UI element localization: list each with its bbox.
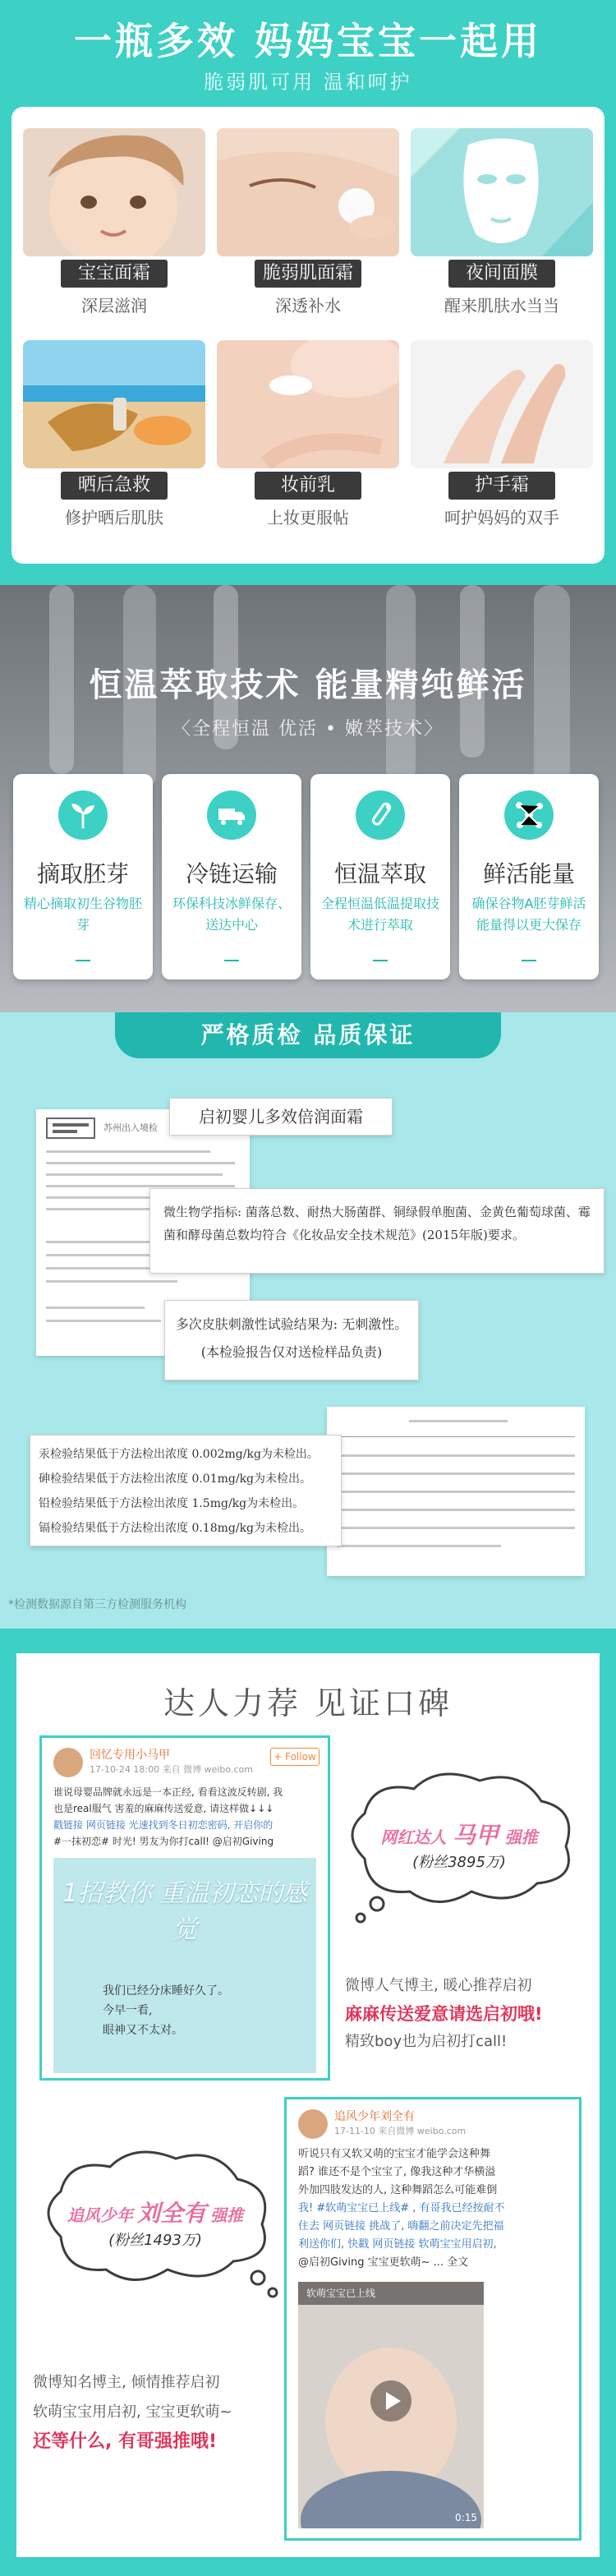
product-desc: 呵护妈妈的双手: [444, 508, 559, 528]
poster-line: 我们已经分床睡好久了。: [103, 1984, 229, 1998]
use-case-sensitive-cream: [217, 128, 399, 334]
heavy-metal-report-document: [327, 1407, 585, 1576]
follow-button[interactable]: + Follow: [270, 1748, 319, 1766]
product-desc: 深层滋润: [81, 296, 147, 316]
tech-card-cold-chain: [162, 774, 301, 979]
weibo-username[interactable]: 追风少年刘全有: [334, 2110, 415, 2123]
comment-highlight: 还等什么, 有哥强推哦!: [33, 2431, 218, 2452]
irritation-result: 多次皮肤刺激性试验结果为: 无刺激性。: [175, 1316, 408, 1332]
influencer-cloud-1: [332, 1760, 586, 1924]
poster-line: 眼神又不太对。: [103, 2024, 183, 2037]
doc-line: [46, 1320, 161, 1322]
use-case-after-sun: [23, 340, 205, 546]
influencer-title: 达人力荐 见证口碑: [163, 1685, 453, 1721]
test-tube-icon: [356, 790, 405, 840]
influencer-comment-2: [33, 2368, 279, 2457]
doc-line: [337, 1527, 575, 1529]
use-case-primer: [217, 340, 399, 546]
comment-line: 软萌宝宝用启初, 宝宝更软萌~: [33, 2403, 232, 2421]
comment-line: 精致boy也为启初打call!: [345, 2033, 508, 2050]
video-caption: 软萌宝宝已上线: [298, 2282, 484, 2305]
product-desc: 上妆更服帖: [267, 508, 349, 528]
doc-line: [46, 1280, 177, 1283]
doc-header: 苏州出入境检: [103, 1122, 158, 1133]
irritation-disclaimer: (本检验报告仅对送检样品负责): [200, 1344, 383, 1360]
heavy-metal-line: 铅检验结果低于方法检出浓度 1.5mg/kg为未检出。: [39, 1497, 305, 1510]
weibo-line: 蹈? 谁还不是个宝宝了, 像我这种才华横溢: [298, 2166, 496, 2178]
weibo-line: 外加四肢发达的人, 这种舞蹈怎么可能难倒: [298, 2184, 498, 2196]
weibo-body: [53, 1784, 324, 1850]
weibo-video[interactable]: [298, 2282, 484, 2528]
doc-line: [46, 1162, 235, 1164]
tech-card-desc: 确保谷物A胚芽鲜活能量得以更大保存: [471, 896, 586, 933]
face-mask-photo: [411, 128, 593, 256]
molecule-icon: [504, 790, 554, 840]
weibo-line: 听说只有又软又萌的宝宝才能学会这种舞: [298, 2148, 491, 2160]
video-duration: 0:15: [455, 2512, 477, 2523]
product-desc: 修护晒后肌肤: [65, 508, 163, 528]
doc-line: [337, 1436, 575, 1437]
weibo-line[interactable]: 住去 网页链接 挑战了, 嗨翻之前决定先把福: [298, 2220, 504, 2233]
callout-irritation: [164, 1300, 419, 1380]
weibo-line[interactable]: 我! #软萌宝宝已上线# , 有哥我已经按耐不: [298, 2202, 505, 2214]
weibo-body: [298, 2145, 574, 2272]
tech-card-title: 冷链运输: [185, 860, 278, 887]
poster-line: 今早一看,: [103, 2004, 153, 2017]
weibo-line: 谁说母婴品牌就永远是一本正经, 看看这波反转剧, 我: [53, 1786, 283, 1798]
weibo-username[interactable]: 回忆专用小马甲: [90, 1749, 170, 1762]
extraction-title: 恒温萃取技术 能量精纯鲜活: [89, 666, 527, 704]
cloud-title: 追风少年 刘全有 强推: [67, 2200, 244, 2227]
weibo-line: @启初Giving 宝宝更软萌~ ... 全文: [298, 2256, 469, 2269]
weibo-line: #一抹初恋# 时光! 男友为你打call! @启初Giving: [53, 1836, 274, 1847]
extraction-subtitle: 〈全程恒温 优活 • 嫩萃技术〉: [172, 719, 444, 740]
truck-icon: [207, 790, 256, 840]
weibo-line: 也是real服气 害羞的麻麻传送爱意, 请这样做↓↓↓: [53, 1803, 274, 1814]
divider: [373, 960, 388, 961]
divider: [76, 960, 90, 961]
use-case-hand-cream: [411, 340, 593, 546]
product-desc: 深透补水: [275, 296, 341, 316]
weibo-post-1[interactable]: [39, 1735, 330, 2081]
tech-card-title: 摘取胚芽: [36, 860, 129, 887]
play-icon[interactable]: [370, 2380, 411, 2422]
use-case-night-mask: [411, 128, 593, 334]
weibo-timestamp: 17-10-24 18:00 来自 微博 weibo.com: [90, 1764, 253, 1775]
product-grid: [11, 107, 605, 564]
influencer-cloud-2: [28, 2138, 283, 2302]
tech-card-desc: 全程恒温低温提取技术进行萃取: [320, 896, 439, 933]
callout-product-name: 启初婴儿多效倍润面霜: [169, 1098, 393, 1136]
avatar: [53, 1748, 83, 1777]
product-label: 护手霜: [448, 472, 555, 500]
weibo-line[interactable]: 利送你们, 快戳 网页链接 软萌宝宝用启初,: [298, 2238, 497, 2251]
doc-line: [337, 1545, 501, 1547]
tech-card-title: 鲜活能量: [482, 860, 575, 887]
sprout-icon: [58, 790, 108, 840]
doc-line: [46, 1150, 210, 1153]
doc-line: [46, 1185, 235, 1187]
poster-title: 1招教你 重温初恋的感觉: [62, 1879, 308, 1944]
quality-inspection-section: [0, 1012, 616, 1629]
cheek-cream-photo: [217, 340, 399, 468]
product-label: 妆前乳: [255, 472, 361, 500]
doc-line: [46, 1306, 145, 1309]
weibo-timestamp: 17-11-10 来自微博 weibo.com: [334, 2126, 467, 2136]
tech-card-desc: 环保科技冰鲜保存、送达中心: [172, 896, 291, 933]
tech-card-sprout: [13, 774, 153, 979]
extraction-tech-section: [0, 585, 616, 1012]
cloud-fans: (粉丝1493万): [108, 2232, 202, 2249]
weibo-image-poster[interactable]: [53, 1858, 316, 2073]
poster-text: [103, 1981, 229, 2040]
comment-highlight: 麻麻传送爱意请选启初哦!: [345, 2004, 543, 2024]
cma-seal-icon: [46, 1117, 95, 1139]
source-note: *检测数据源自第三方检测服务机构: [8, 1598, 186, 1611]
influencer-section: [0, 1629, 616, 2576]
doc-line: [337, 1509, 575, 1511]
doc-line: [409, 1420, 508, 1422]
sensitive-skin-photo: [217, 128, 399, 256]
multi-use-subtitle: 脆弱肌可用 温和呵护: [204, 71, 412, 94]
use-case-baby-cream: [23, 128, 205, 334]
cloud-fans: (粉丝3895万): [412, 1854, 506, 1871]
influencer-comment-1: [345, 1972, 591, 2056]
multi-use-title: 一瓶多效 妈妈宝宝一起用: [73, 19, 542, 63]
doc-line: [337, 1472, 575, 1475]
avatar: [298, 2109, 328, 2139]
tech-card-energy: [459, 774, 599, 979]
product-label: 脆弱肌面霜: [255, 260, 361, 288]
tech-card-title: 恒温萃取: [333, 860, 426, 887]
product-label: 夜间面膜: [448, 260, 555, 288]
beach-sun-photo: [23, 340, 205, 468]
product-desc: 醒来肌肤水当当: [444, 296, 559, 316]
divider: [522, 960, 536, 961]
divider: [224, 960, 239, 961]
product-label: 晒后急救: [61, 472, 168, 500]
quality-ribbon: 严格质检 品质保证: [115, 1012, 501, 1058]
weibo-line[interactable]: 戳链接 网页链接 光速找到冬日初恋密码, 开启你的: [53, 1819, 274, 1831]
product-label: 宝宝面霜: [61, 260, 168, 288]
heavy-metal-line: 镉检验结果低于方法检出浓度 0.18mg/kg为未检出。: [39, 1522, 312, 1535]
tech-card-extraction: [310, 774, 450, 979]
doc-line: [337, 1454, 575, 1457]
tech-card-desc: 精心摘取初生谷物胚芽: [23, 896, 142, 933]
comment-line: 微博知名博主, 倾情推荐启初: [33, 2374, 220, 2391]
baby-face-photo: [23, 128, 205, 256]
hands-photo: [411, 340, 593, 468]
callout-microbiology: 微生物学指标: 菌落总数、耐热大肠菌群、铜绿假单胞菌、金黄色葡萄球菌、霉菌和酵母菌总数均符合《化妆品安全技术规范》(2015年版)要求。: [149, 1188, 605, 1274]
doc-line: [337, 1491, 575, 1493]
doc-line: [46, 1173, 223, 1176]
cloud-title: 网红达人 马甲 强推: [380, 1822, 538, 1849]
influencer-panel: [16, 1653, 600, 2557]
comment-line: 微博人气博主, 暖心推荐启初: [345, 1977, 532, 1994]
weibo-post-2[interactable]: [284, 2097, 582, 2541]
callout-heavy-metals: [30, 1435, 342, 1546]
heavy-metal-line: 砷检验结果低于方法检出浓度 0.01mg/kg为未检出。: [39, 1472, 312, 1486]
multi-use-section: [0, 0, 616, 585]
heavy-metal-line: 汞检验结果低于方法检出浓度 0.002mg/kg为未检出。: [39, 1448, 319, 1461]
